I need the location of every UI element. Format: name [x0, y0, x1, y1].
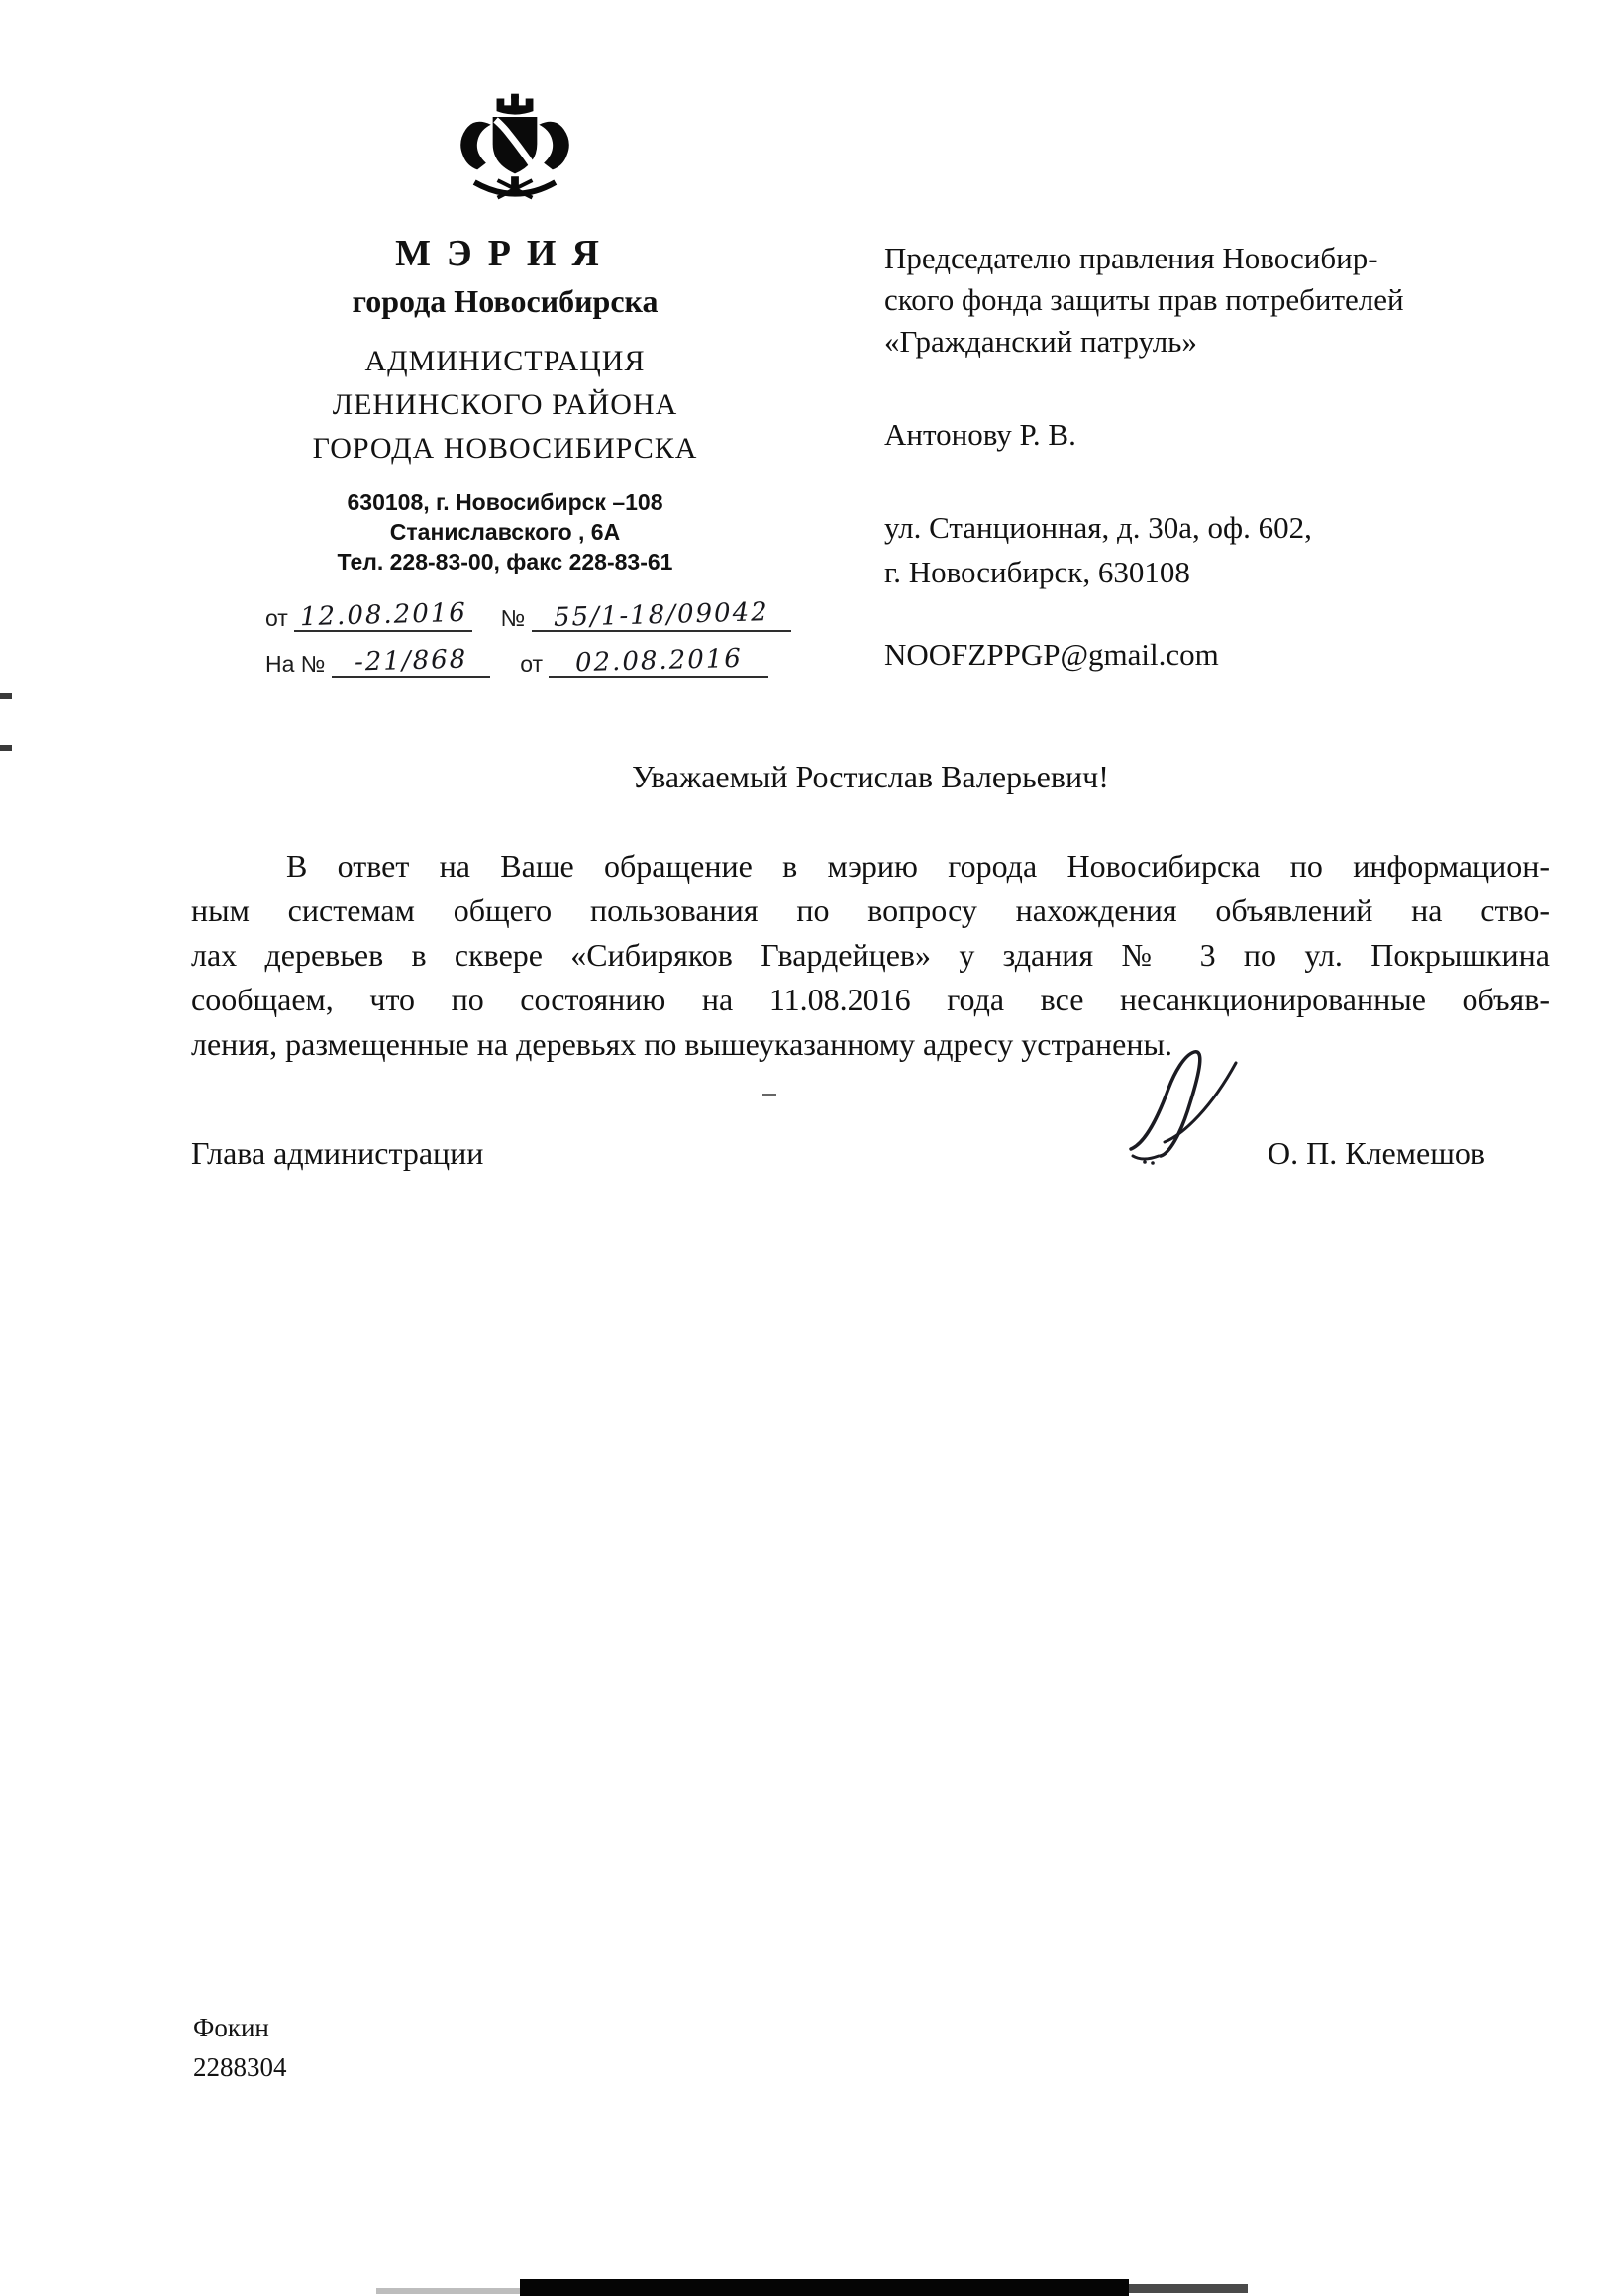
salutation: Уважаемый Ростислав Валерьевич! [632, 759, 1109, 794]
handwritten-signature-icon [1117, 1045, 1275, 1169]
recipient-address [884, 505, 1587, 594]
novosibirsk-coat-of-arms-icon [448, 87, 582, 214]
body-line: ления, размещенные на деревьях по вышеуказанному адресу устранены. [191, 1026, 1172, 1062]
scan-artifact-dash [762, 1094, 776, 1096]
outgoing-number-field [532, 597, 791, 633]
incoming-reference-line [265, 643, 879, 678]
recipient-addressee [884, 238, 1587, 363]
outgoing-number-handwritten: 55/1-18/09042 [553, 597, 769, 633]
sender-phone-line: Тел. 228-83-00, факс 228-83-61 [337, 549, 673, 574]
scan-artifact-bottom-strip [520, 2279, 1129, 2296]
scan-artifact-edge-mark [0, 745, 12, 751]
body-line: В ответ на Ваше обращение в мэрию города Новосибирска по информацион- [286, 848, 1550, 884]
from-label: от [265, 605, 288, 631]
sender-address-line1: 630108, г. Новосибирск –108 [347, 489, 663, 515]
reply-to-label: На № [265, 651, 326, 677]
recipient-email: NOOFZPPGP@gmail.com [884, 637, 1219, 672]
recipient-line-1: Председателю правления Новосибир- [884, 241, 1378, 275]
sender-org-name-line1: МЭРИЯ [395, 233, 615, 274]
sender-dept-line3: ГОРОДА НОВОСИБИРСКА [312, 432, 698, 465]
recipient-line-3: «Гражданский патруль» [884, 324, 1197, 359]
sender-dept-line1: АДМИНИСТРАЦИЯ [364, 345, 646, 377]
from-label-2: от [520, 651, 544, 677]
recipient-address-line-1: ул. Станционная, д. 30а, оф. 602, [884, 510, 1312, 545]
outgoing-date-field [294, 597, 472, 633]
incoming-number-field [332, 646, 490, 678]
number-label: № [500, 605, 526, 631]
body-line: лах деревьев в сквере «Сибиряков Гвардейцев» у здания № 3 по ул. Покрышкина [191, 937, 1550, 973]
incoming-date-field [549, 643, 768, 678]
executor-name: Фокин [193, 2013, 269, 2042]
sender-org-name-line2: города Новосибирска [352, 283, 659, 319]
body-paragraph [191, 844, 1550, 1067]
outgoing-date-handwritten: 12.08.2016 [299, 597, 468, 633]
sender-dept-line2: ЛЕНИНСКОГО РАЙОНА [332, 388, 678, 421]
sender-address-line2: Станиславского , 6А [389, 519, 621, 545]
scan-artifact-bottom-strip [1129, 2284, 1248, 2293]
signer-position-title: Глава администрации [191, 1135, 484, 1171]
incoming-number-handwritten: -21/868 [354, 644, 468, 678]
incoming-date-handwritten: 02.08.2016 [574, 643, 744, 678]
outgoing-reference-line [265, 597, 879, 633]
body-line: сообщаем, что по состоянию на 11.08.2016 года все несанкционированные объяв- [191, 982, 1550, 1017]
scan-artifact-bottom-strip [376, 2288, 520, 2294]
scan-artifact-edge-mark [0, 693, 12, 699]
executor-phone: 2288304 [193, 2052, 287, 2082]
body-line: ным системам общего пользования по вопросу нахождения объявлений на ство- [191, 892, 1550, 928]
recipient-address-line-2: г. Новосибирск, 630108 [884, 555, 1190, 589]
recipient-line-2: ского фонда защиты прав потребителей [884, 282, 1404, 317]
signer-name: О. П. Клемешов [1268, 1135, 1485, 1171]
recipient-name: Антонову Р. В. [884, 417, 1076, 452]
